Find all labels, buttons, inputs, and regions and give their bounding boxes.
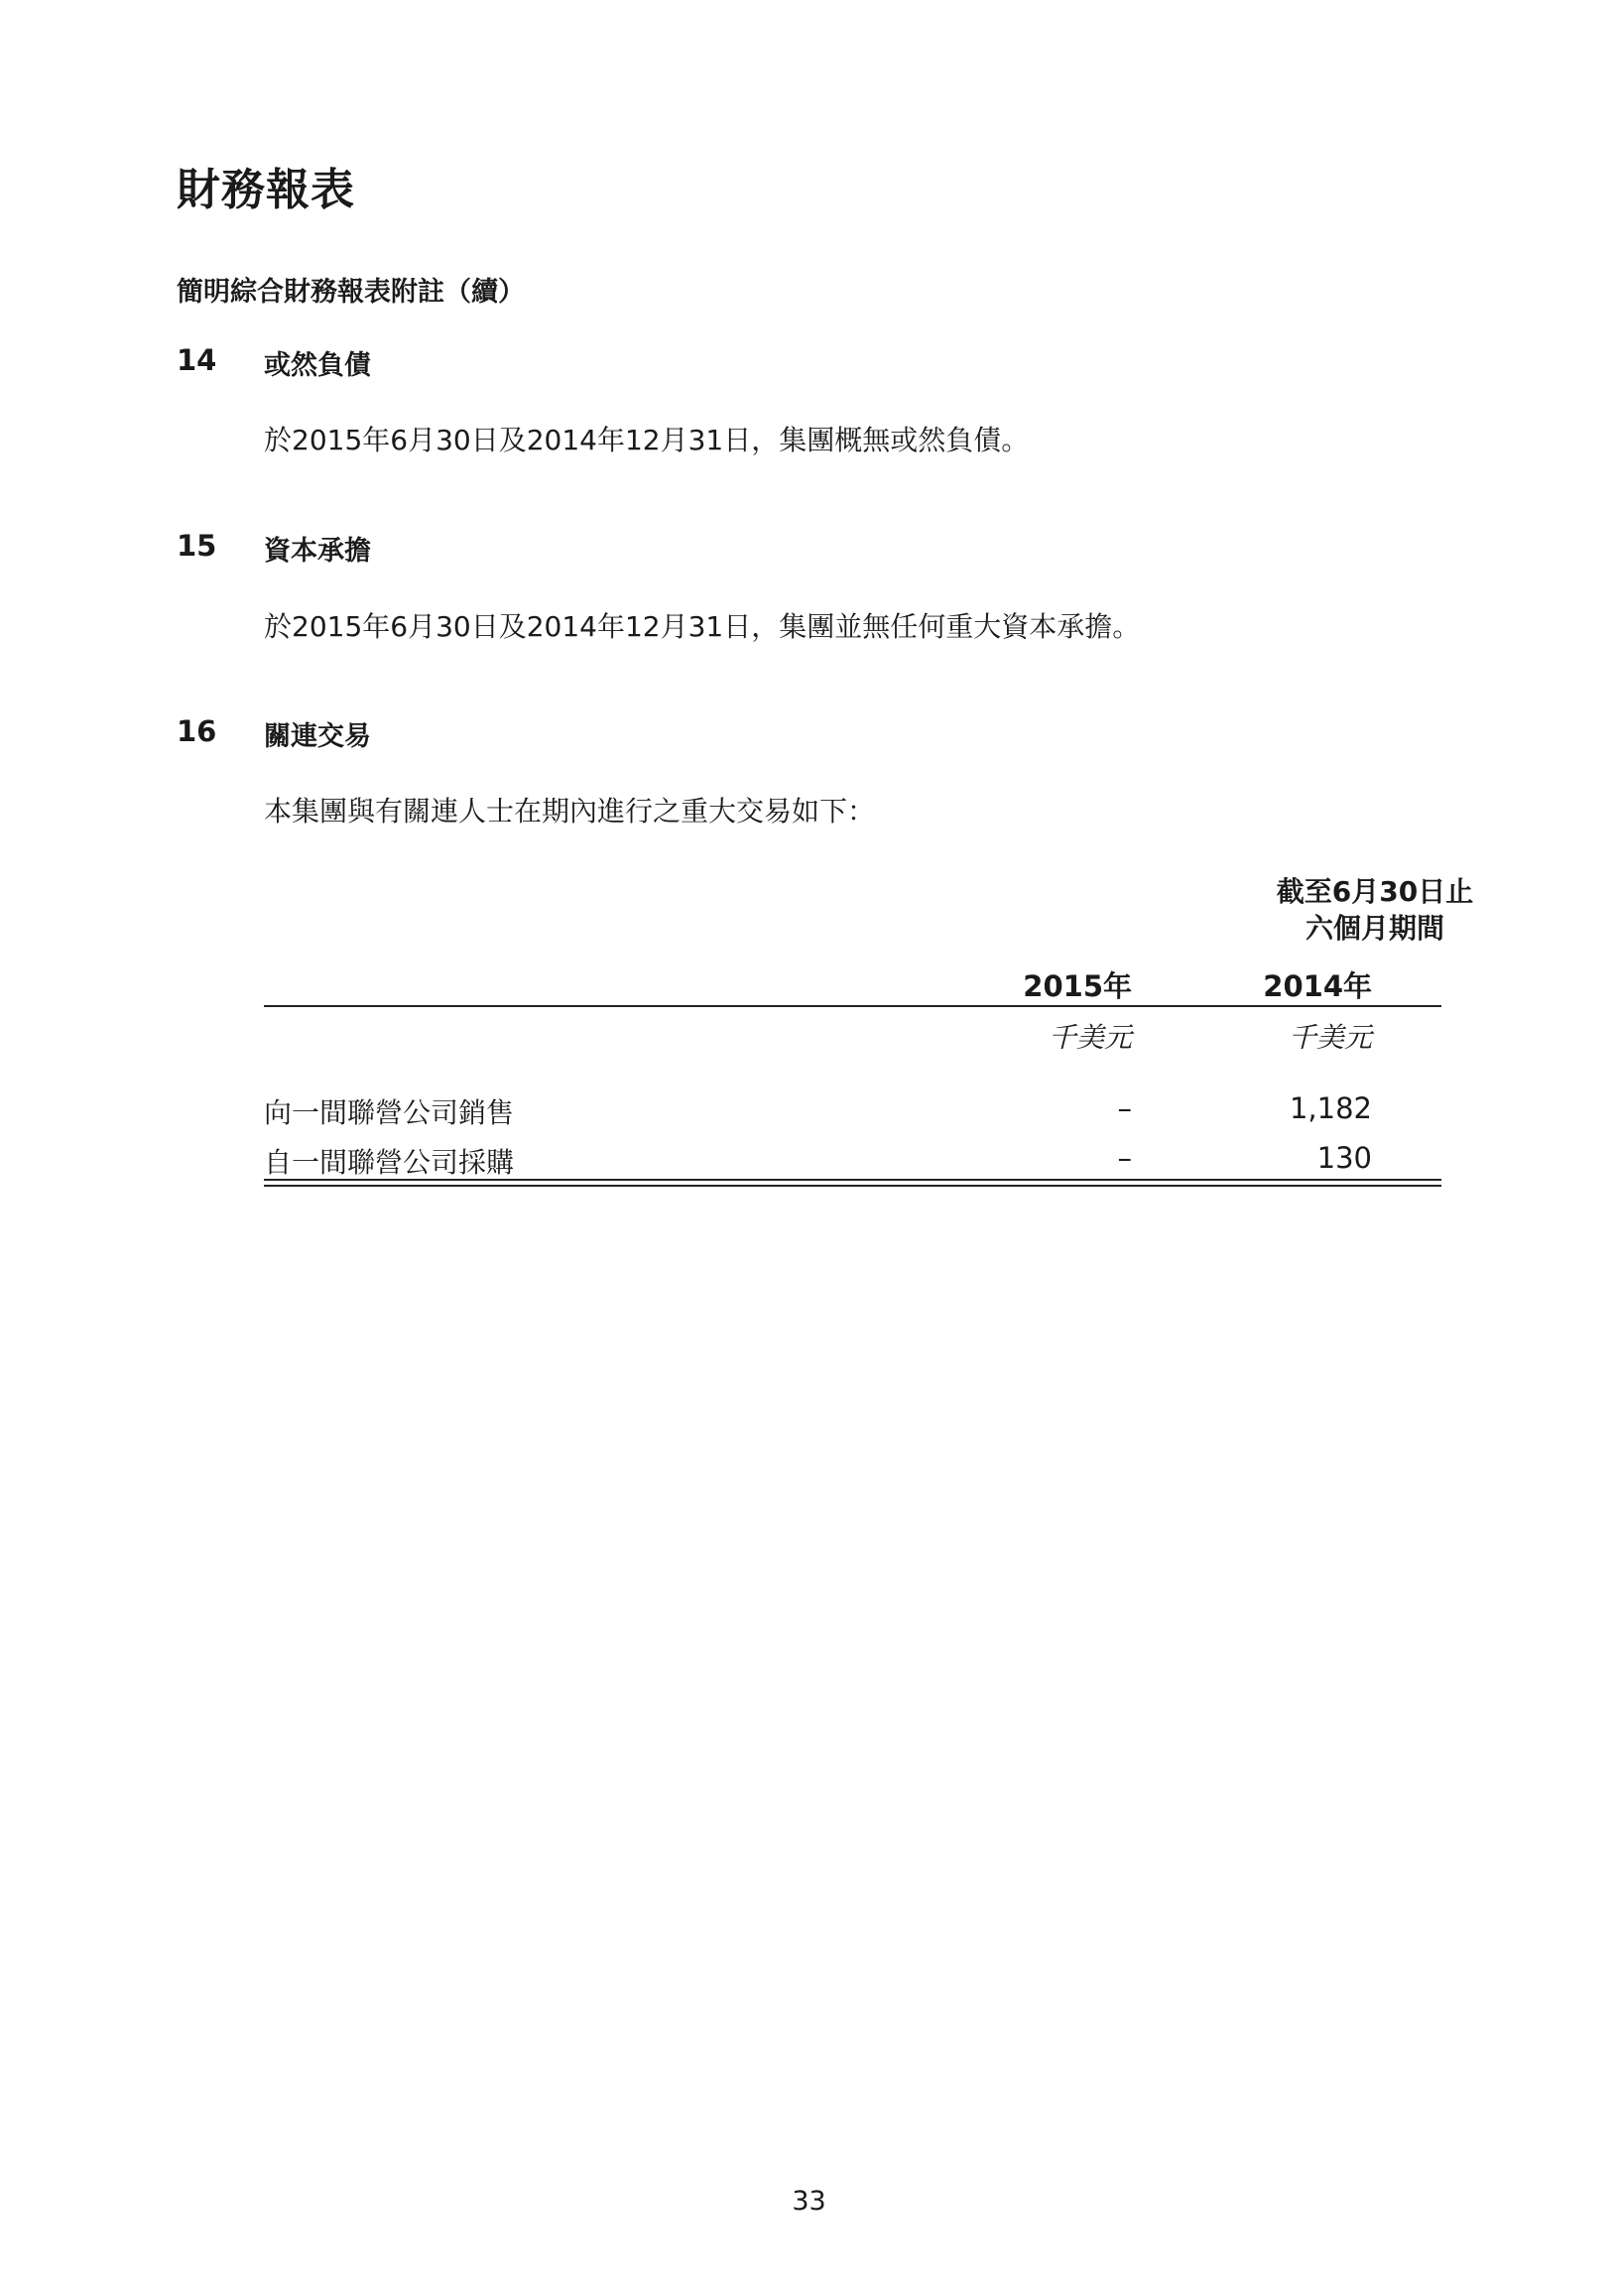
period-header-line2: 六個月期間 bbox=[1305, 912, 1444, 945]
row-value-2014: 130 bbox=[1316, 1141, 1372, 1175]
column-year-2015: 2015年 bbox=[1023, 969, 1132, 1003]
page-title: 財務報表 bbox=[177, 165, 355, 215]
section-subtitle: 簡明綜合財務報表附註（續） bbox=[177, 277, 525, 308]
row-value-2015: – bbox=[1117, 1141, 1132, 1175]
note-15-title: 資本承擔 bbox=[264, 536, 371, 567]
note-15-body: 於2015年6月30日及2014年12月31日，集團並無任何重大資本承擔。 bbox=[264, 610, 1141, 643]
note-14-title: 或然負債 bbox=[264, 350, 371, 381]
column-unit-2015: 千美元 bbox=[1048, 1021, 1132, 1054]
header-rule bbox=[264, 1005, 1441, 1007]
period-header-line1: 截至6月30日止 bbox=[1276, 875, 1474, 908]
note-14-number: 14 bbox=[177, 343, 217, 377]
note-15-number: 15 bbox=[177, 529, 217, 563]
row-label: 自一間聯營公司採購 bbox=[264, 1146, 515, 1179]
total-double-rule bbox=[264, 1179, 1441, 1187]
note-16-number: 16 bbox=[177, 714, 217, 748]
note-16-title: 關連交易 bbox=[264, 721, 371, 752]
note-16-body: 本集團與有關連人士在期內進行之重大交易如下： bbox=[264, 795, 876, 828]
note-14-body: 於2015年6月30日及2014年12月31日，集團概無或然負債。 bbox=[264, 424, 1030, 456]
column-year-2014: 2014年 bbox=[1263, 969, 1372, 1003]
row-label: 向一間聯營公司銷售 bbox=[264, 1096, 515, 1129]
page-number: 33 bbox=[792, 2186, 826, 2217]
row-value-2015: – bbox=[1117, 1091, 1132, 1125]
row-value-2014: 1,182 bbox=[1289, 1091, 1372, 1125]
column-unit-2014: 千美元 bbox=[1288, 1021, 1372, 1054]
